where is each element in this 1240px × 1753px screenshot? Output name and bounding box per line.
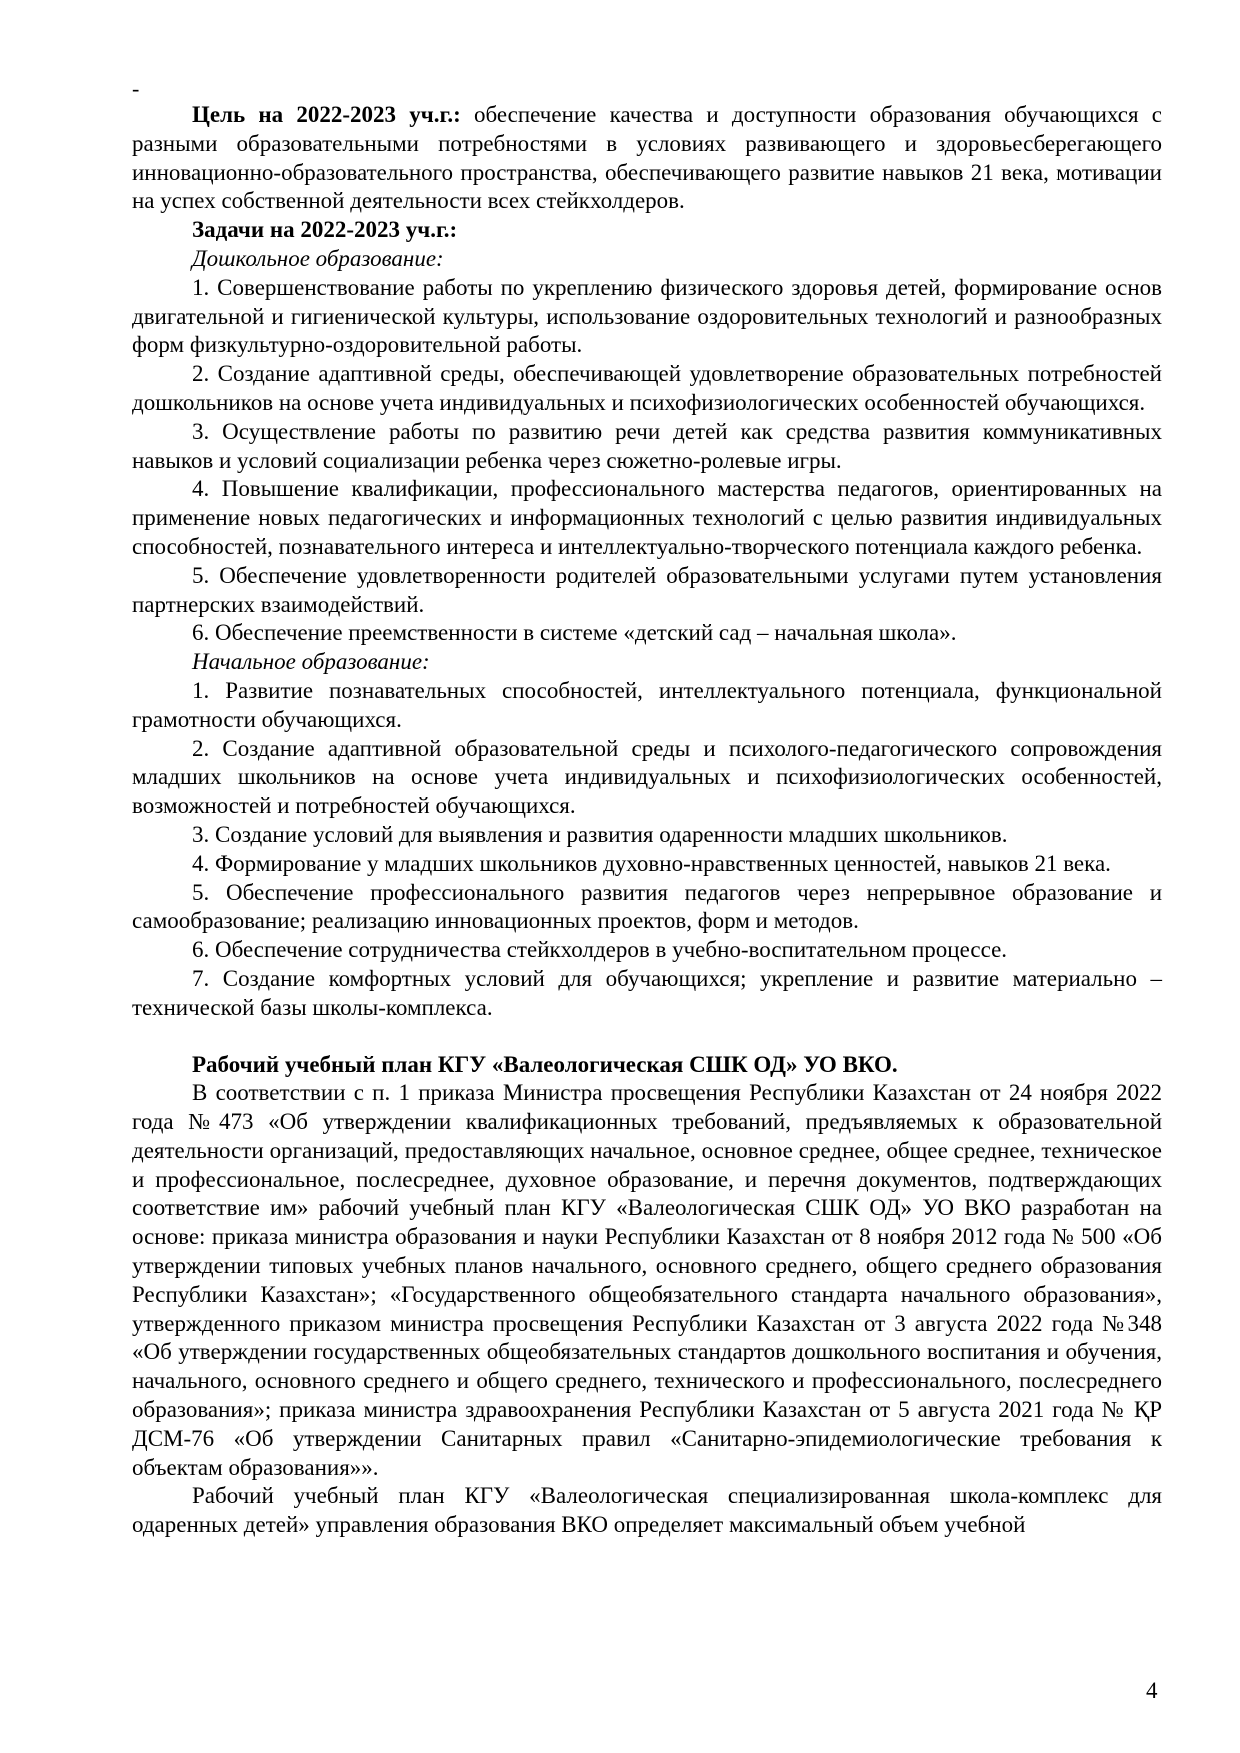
primary-item-5: 5. Обеспечение профессионального развития педагогов через непрерывное образование и самообразование; реализацию инновационных проектов, форм и методов. [132,879,1162,934]
primary-item-4: 4. Формирование у младших школьников духовно-нравственных ценностей, навыков 21 века. [192,850,1111,876]
primary-heading: Начальное образование: [192,649,430,675]
goal-text: обеспечение качества и доступности образования обучающихся с разными образовательными потребностями в условиях развивающего и здоровьесберегающего инновационно-образовательного пространства, обеспечивающего развитие навыков 21 века, мотивации на успех собственной деятельности всех стейкхолдеров. [132,102,1162,214]
primary-item-6: 6. Обеспечение сотрудничества стейкхолдеров в учебно-воспитательном процессе. [192,937,1008,963]
preschool-item-2: 2. Создание адаптивной среды, обеспечивающей удовлетворение образовательных потребностей дошкольников на основе учета индивидуальных и психофизиологических особенностей обучающихся. [132,361,1162,415]
plan-paragraph-1: В соответствии с п. 1 приказа Министра просвещения Республики Казахстан от 24 ноября 2022 года №473 «Об утверждении квалификационных требований, предъявляемых к образовательной деятельности организаций, предоставляющих начальное, основное среднее, общее среднее, техническое и профессиональное, послесреднее, духовное образование, и перечня документов, подтверждающих соответствие им» рабочий учебный план КГУ «Валеологическая СШК ОД» УО ВКО разработан на основе: приказа министра образования и науки Республики Казахстан от 8 ноября 2012 года № 500 «Об утверждении типовых учебных планов начального, основного среднего, общего среднего образования Республики Казахстан»; «Государственного общеобязательного стандарта начального образования», утвержденного приказом министра просвещения Республики Казахстан от 3 августа 2022 года №348 «Об утверждении государственных общеобязательных стандартов дошкольного воспитания и обучения, начального, основного среднего и общего среднего, технического и профессионального, послесреднего образования»; приказа министра здравоохранения Республики Казахстан от 5 августа 2021 года № ҚР ДСМ-76 «Об утверждении Санитарных правил «Санитарно-эпидемиологические требования к объектам образования»». [132,1080,1162,1480]
dash-marker: - [132,76,140,101]
section-gap [132,1023,1162,1051]
preschool-heading: Дошкольное образование: [192,245,444,271]
preschool-item-6: 6. Обеспечение преемственности в системе «детский сад – начальная школа». [192,620,957,646]
preschool-item-5: 5. Обеспечение удовлетворенности родителей образовательными услугами путем установления партнерских взаимодействий. [132,562,1162,617]
primary-item-2: 2. Создание адаптивной образовательной среды и психолого-педагогического сопровождения младших школьников на основе учета индивидуальных и психофизиологических особенностей, возможностей и потребностей обучающихся. [132,735,1162,819]
plan-paragraph-2: Рабочий учебный план КГУ «Валеологическая специализированная школа-комплекс для одаренных детей» управления образования ВКО определяет максимальный объем учебной [132,1483,1162,1538]
preschool-item-4: 4. Повышение квалификации, профессионального мастерства педагогов, ориентированных на применение новых педагогических и информационных технологий с целью развития индивидуальных способностей, познавательного интереса и интеллектуально-творческого потенциала каждого ребенка. [132,476,1162,559]
primary-item-3: 3. Создание условий для выявления и развития одаренности младших школьников. [192,821,1008,847]
goal-label: Цель на 2022-2023 уч.г.: [192,102,461,127]
primary-item-7: 7. Создание комфортных условий для обучающихся; укрепление и развитие материально – технической базы школы-комплекса. [132,965,1162,1020]
preschool-item-1: 1. Совершенствование работы по укреплению физического здоровья детей, формирование основ двигательной и гигиенической культуры, использование оздоровительных технологий и разнообразных форм физкультурно-оздоровительной работы. [132,274,1162,358]
goal-paragraph [132,101,1162,216]
plan-heading: Рабочий учебный план КГУ «Валеологическая СШК ОД» УО ВКО. [192,1051,898,1077]
primary-item-1: 1. Развитие познавательных способностей, интеллектуального потенциала, функциональной грамотности обучающихся. [132,677,1162,732]
tasks-heading: Задачи на 2022-2023 уч.г.: [192,217,458,243]
page-content [132,101,1162,1540]
preschool-item-3: 3. Осуществление работы по развитию речи детей как средства развития коммуникативных навыков и условий социализации ребенка через сюжетно-ролевые игры. [132,418,1162,473]
page-number: 4 [1146,1678,1158,1703]
